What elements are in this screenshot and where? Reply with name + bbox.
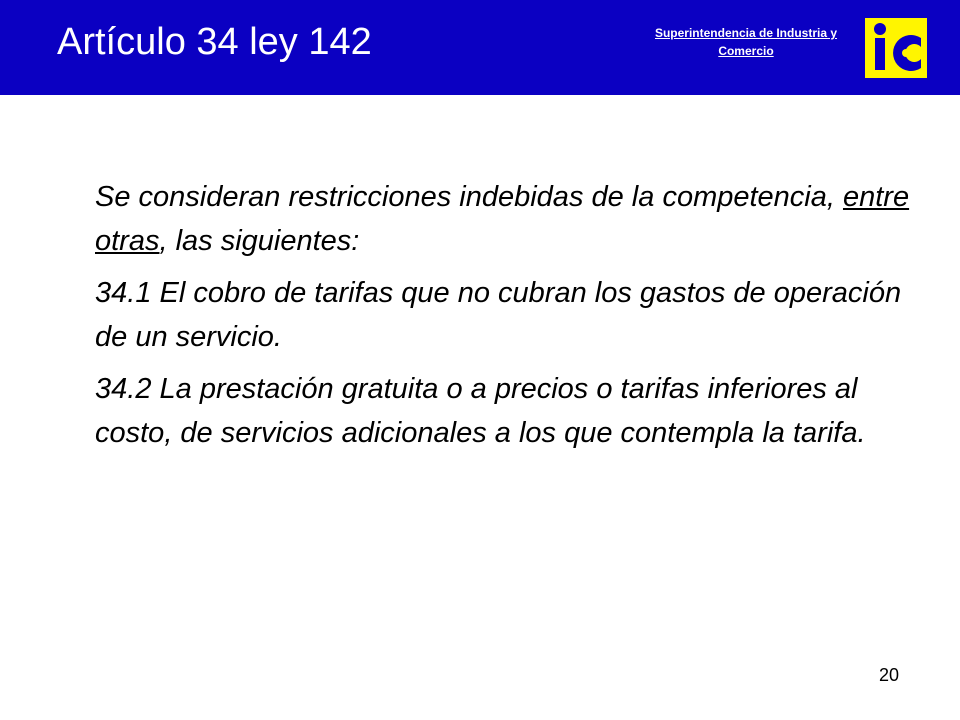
- header-bar: [0, 0, 960, 95]
- organization-name: [632, 24, 860, 60]
- intro-underlined-text: entre otras: [95, 181, 910, 257]
- organization-name-line-2: Comercio: [718, 44, 774, 58]
- sic-logo-icon: [865, 18, 927, 78]
- organization-name-line-1: Superintendencia de Industria y: [654, 26, 838, 40]
- page-number: 20: [879, 665, 900, 685]
- item-34-2: 34.2 La prestación gratuita o a precios o tarifas inferiores al costo, de servicios adicionales a los que contempla la tarifa.: [95, 373, 866, 449]
- slide-body: [95, 175, 925, 463]
- intro-text-part-1: Se consideran restricciones indebidas de la competencia,: [95, 181, 843, 213]
- intro-text-part-2: , las siguientes:: [159, 225, 360, 257]
- intro-paragraph: [95, 175, 925, 263]
- slide-title: Artículo 34 ley 142: [57, 21, 372, 63]
- item-34-1: 34.1 El cobro de tarifas que no cubran los gastos de operación de un servicio.: [95, 277, 902, 353]
